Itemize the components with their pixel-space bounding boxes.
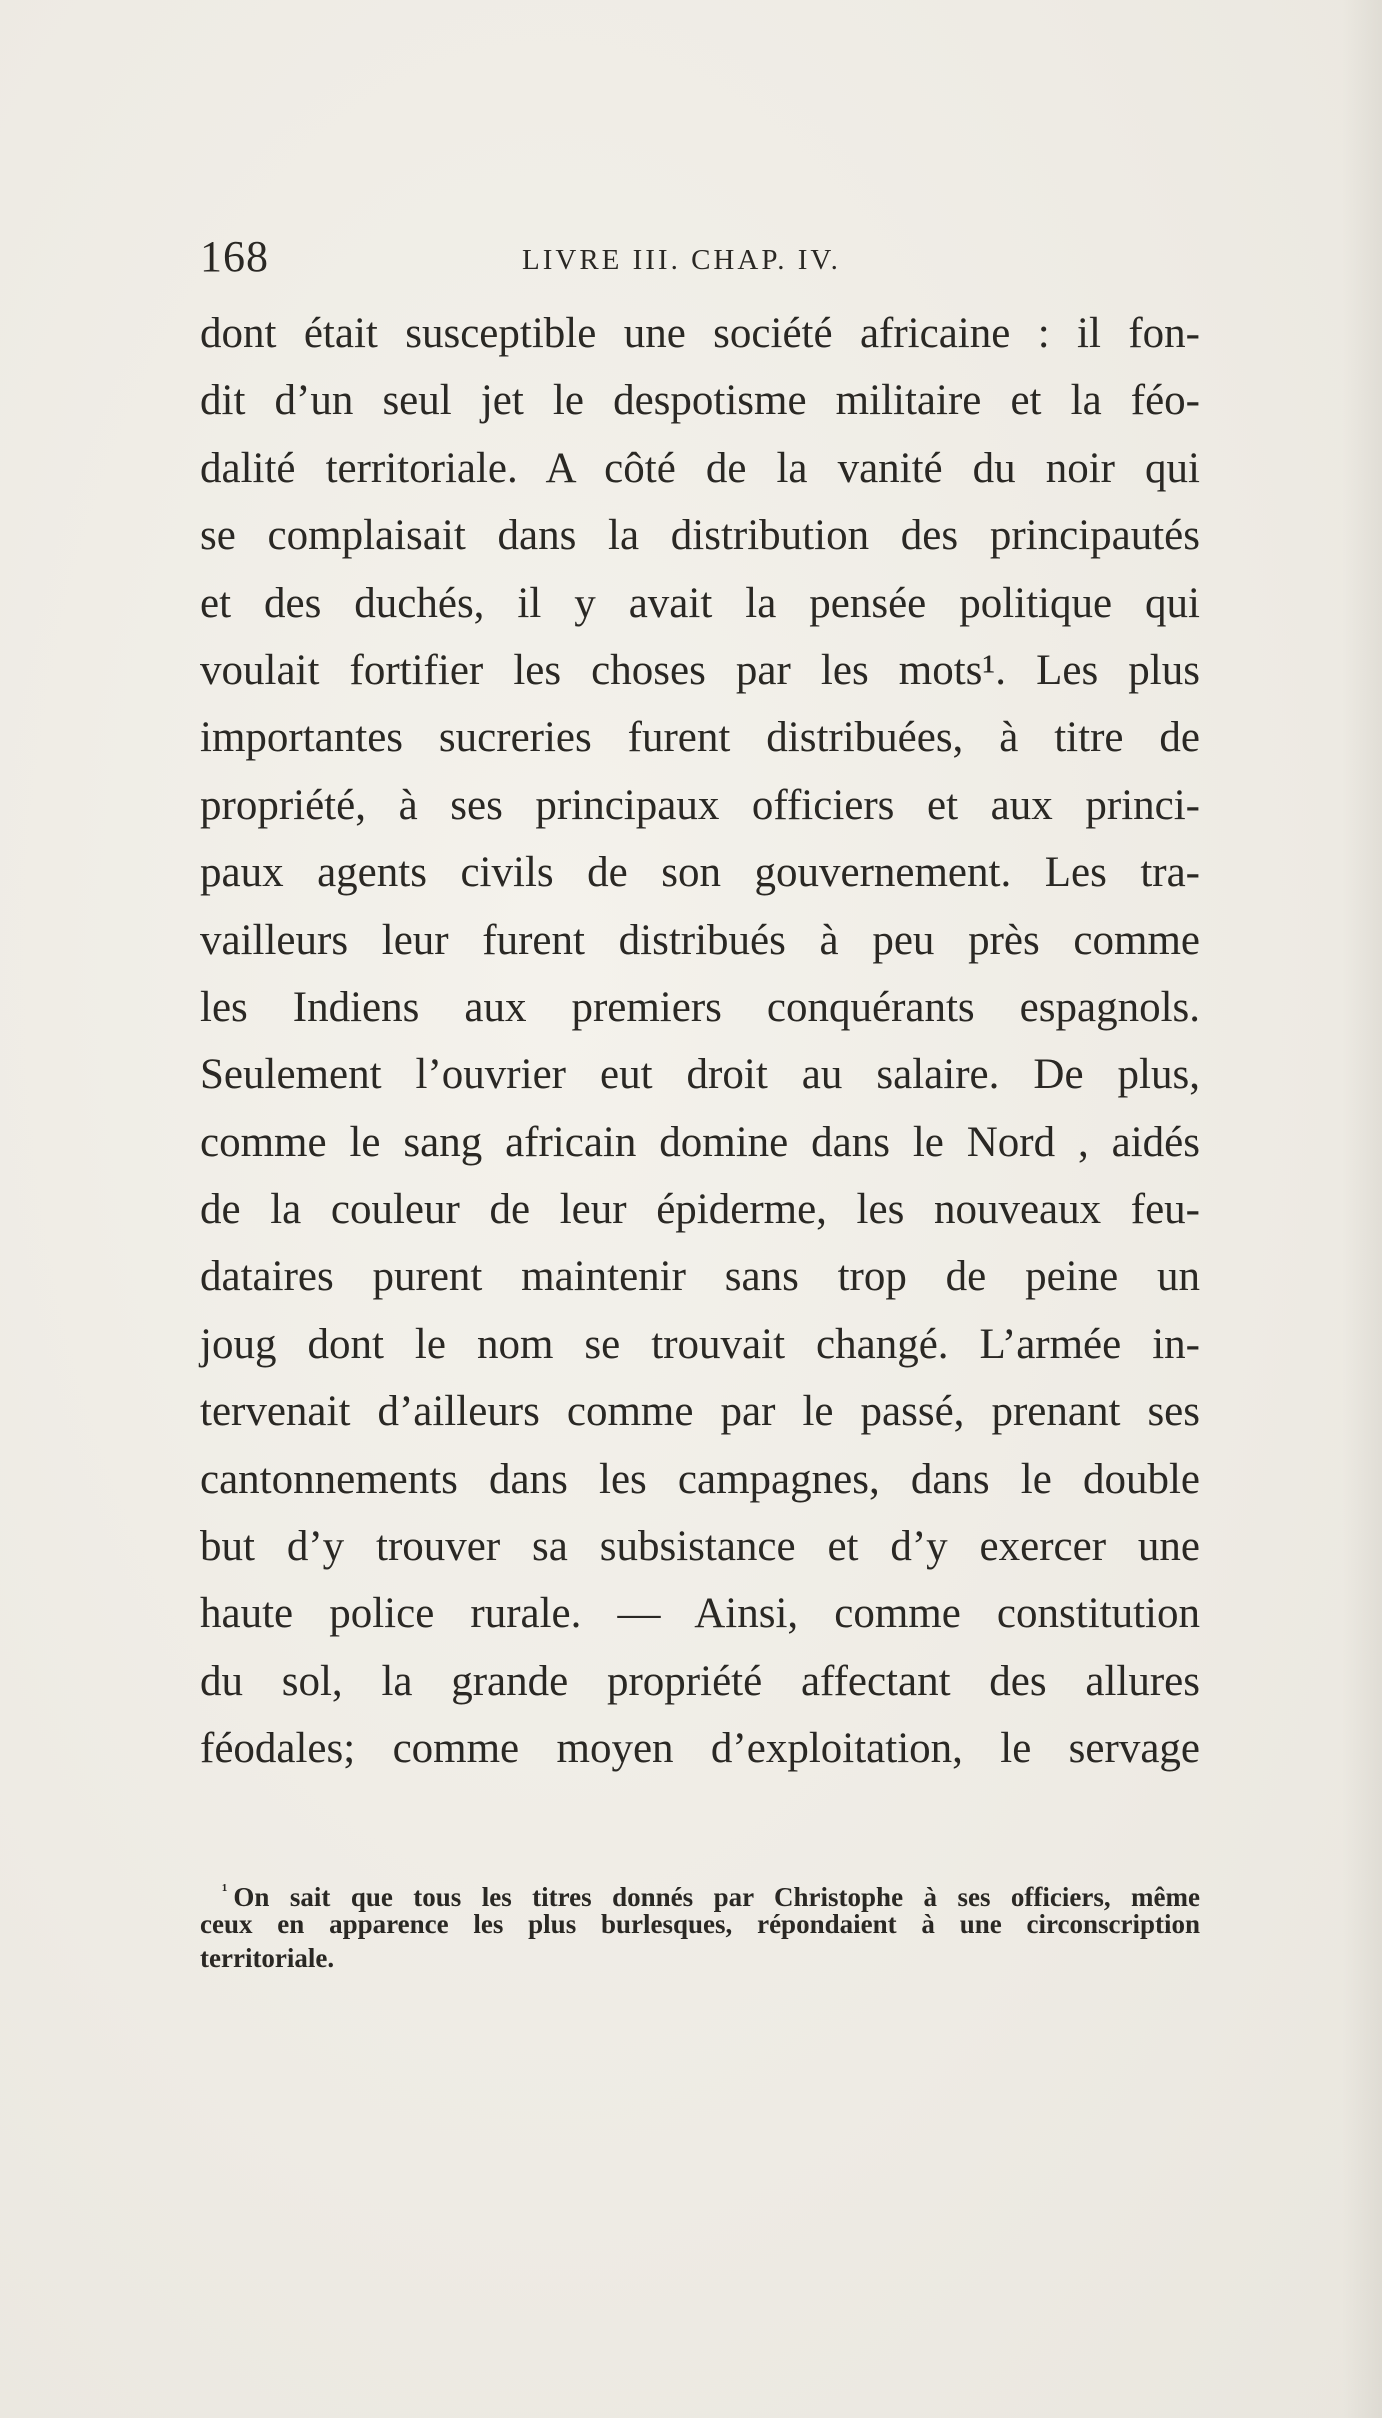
text-line: féodales; comme moyen d’exploitation, le servage — [200, 1725, 1200, 1773]
text-line: cantonnements dans les campagnes, dans le double — [200, 1455, 1200, 1503]
text-line: paux agents civils de son gouvernement. Les tra- — [200, 849, 1200, 897]
text-line: voulait fortifier les choses par les mots¹. Les plus — [200, 646, 1200, 694]
text-line: haute police rurale. — Ainsi, comme constitution — [200, 1590, 1200, 1638]
footnote-line — [200, 1873, 1200, 1912]
text-line: dalité territoriale. A côté de la vanité du noir qui — [200, 444, 1200, 492]
text-line: dataires purent maintenir sans trop de peine un — [200, 1253, 1200, 1301]
text-line: les Indiens aux premiers conquérants espagnols. — [200, 983, 1200, 1031]
text-line: dit d’un seul jet le despotisme militaire et la féo- — [200, 377, 1200, 425]
footnote — [200, 1873, 1200, 1975]
page-edge-shadow — [1342, 0, 1382, 2418]
text-line: et des duchés, il y avait la pensée politique qui — [200, 579, 1200, 627]
text-line: de la couleur de leur épiderme, les nouveaux feu- — [200, 1186, 1200, 1234]
text-line: dont était susceptible une société africaine : il fon- — [200, 310, 1200, 357]
text-line: comme le sang africain domine dans le Nord , aidés — [200, 1118, 1200, 1166]
page-header — [200, 232, 1200, 292]
text-line: se complaisait dans la distribution des principautés — [200, 512, 1200, 560]
text-line: importantes sucreries furent distribuées, à titre de — [200, 714, 1200, 762]
running-head: LIVRE III. CHAP. IV. — [522, 244, 841, 276]
footnote-line: ceux en apparence les plus burlesques, répondaient à une circonscription — [200, 1909, 1200, 1939]
footnote-line: territoriale. — [200, 1943, 335, 1973]
text-line: tervenait d’ailleurs comme par le passé, prenant ses — [200, 1388, 1200, 1436]
footnote-marker: ¹ — [222, 1880, 228, 1900]
page-number: 168 — [200, 232, 269, 281]
footnote-text: On sait que tous les titres donnés par Christophe à ses officiers, même — [233, 1882, 1200, 1912]
text-line: propriété, à ses principaux officiers et aux princi- — [200, 781, 1200, 829]
text-line: but d’y trouver sa subsistance et d’y exercer une — [200, 1523, 1200, 1571]
text-line: vailleurs leur furent distribués à peu près comme — [200, 916, 1200, 964]
text-line: Seulement l’ouvrier eut droit au salaire. De plus, — [200, 1051, 1200, 1099]
text-line: joug dont le nom se trouvait changé. L’armée in- — [200, 1320, 1200, 1368]
text-line: du sol, la grande propriété affectant des allures — [200, 1657, 1200, 1705]
body-text — [200, 300, 1200, 1783]
